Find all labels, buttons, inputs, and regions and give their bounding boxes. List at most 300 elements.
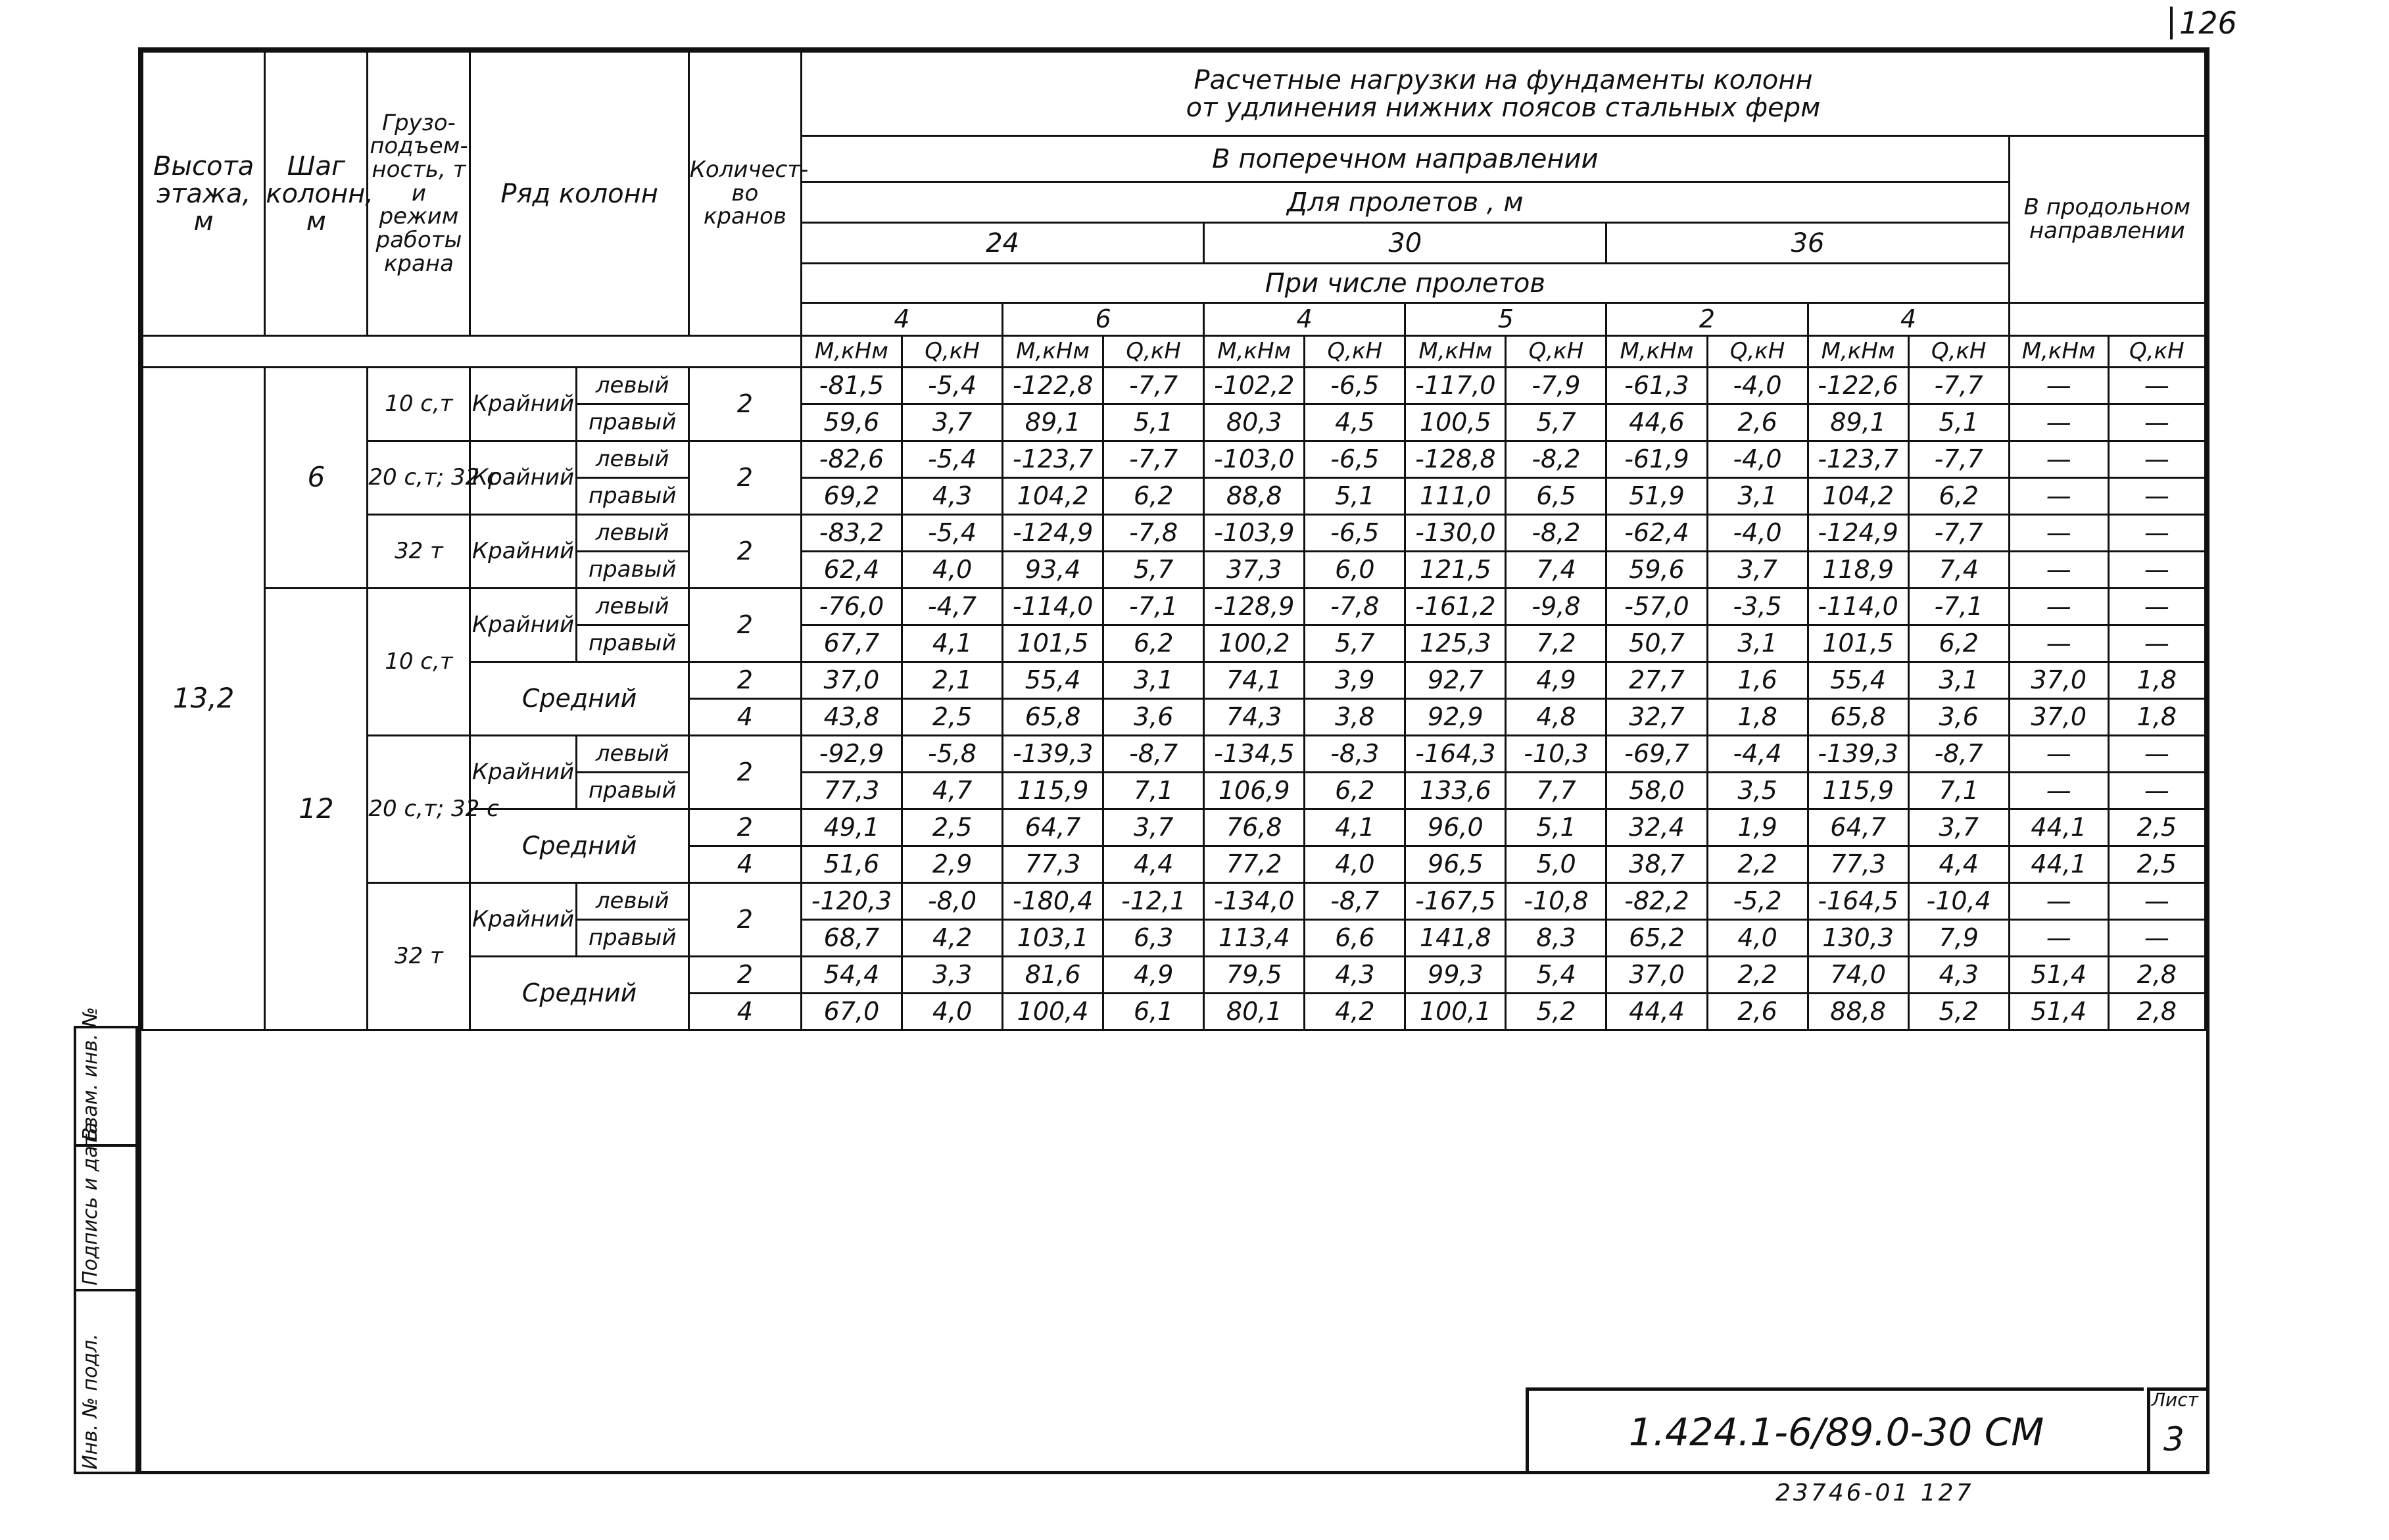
value-cell: 4,0 (1305, 846, 1405, 883)
row-edge: Крайний (470, 736, 576, 809)
value-cell: -134,0 (1204, 883, 1305, 920)
unit-q: Q,кН (2108, 336, 2205, 368)
value-cell: 65,2 (1606, 920, 1707, 957)
n-spans-d: 5 (1405, 303, 1606, 336)
row-edge: Крайний (470, 441, 576, 515)
value-cell: — (2108, 625, 2205, 662)
value-cell: 99,3 (1405, 957, 1506, 994)
side-divider (74, 1289, 138, 1291)
value-cell: 2,5 (902, 809, 1003, 846)
value-cell: 67,7 (801, 625, 902, 662)
value-cell: 2,1 (902, 662, 1003, 699)
row-middle: Средний (470, 662, 688, 736)
n-spans-e: 2 (1606, 303, 1808, 336)
value-cell: 2,2 (1707, 957, 1808, 994)
value-cell: 89,1 (1808, 404, 1908, 441)
unit-m: М,кНм (2009, 336, 2108, 368)
value-cell: -122,8 (1003, 368, 1103, 404)
value-cell: 7,4 (1506, 552, 1606, 589)
value-cell: 7,2 (1506, 625, 1606, 662)
value-cell: -5,4 (902, 515, 1003, 552)
crane-capacity: 32 т (368, 883, 470, 1030)
longitudinal-spacer (2009, 303, 2205, 336)
count-header: Количест-во кранов (688, 52, 801, 336)
value-cell: -4,4 (1707, 736, 1808, 773)
value-cell: 4,3 (1908, 957, 2009, 994)
value-cell: 77,3 (1003, 846, 1103, 883)
value-cell: 3,7 (1908, 809, 2009, 846)
value-cell: 7,9 (1908, 920, 2009, 957)
side-right: правый (576, 773, 688, 809)
value-cell: 6,2 (1103, 478, 1204, 515)
value-cell: -6,5 (1305, 515, 1405, 552)
value-cell: 51,4 (2009, 957, 2108, 994)
value-cell: 5,1 (1908, 404, 2009, 441)
value-cell: -7,7 (1908, 515, 2009, 552)
value-cell: 67,0 (801, 994, 902, 1030)
capacity-header: Грузо-подъем-ность, т и режим работы крана (368, 52, 470, 336)
value-cell: 77,3 (801, 773, 902, 809)
crane-count: 2 (688, 957, 801, 994)
transverse-header: В поперечном направлении (801, 136, 2009, 182)
value-cell: 4,4 (1908, 846, 2009, 883)
unit-m: М,кНм (1405, 336, 1506, 368)
title-line-1: Расчетные нагрузки на фундаменты колонн (1194, 64, 1813, 95)
value-cell: — (2009, 883, 2108, 920)
value-cell: 4,9 (1506, 662, 1606, 699)
value-cell: 6,2 (1908, 478, 2009, 515)
value-cell: -7,1 (1908, 589, 2009, 625)
value-cell: 80,1 (1204, 994, 1305, 1030)
table-row (143, 589, 2206, 625)
value-cell: 4,0 (1707, 920, 1808, 957)
value-cell: -7,8 (1103, 515, 1204, 552)
value-cell: — (2108, 441, 2205, 478)
value-cell: -167,5 (1405, 883, 1506, 920)
value-cell: -8,0 (902, 883, 1003, 920)
value-cell: 115,9 (1003, 773, 1103, 809)
value-cell: — (2108, 478, 2205, 515)
value-cell: -81,5 (801, 368, 902, 404)
value-cell: 3,7 (902, 404, 1003, 441)
value-cell: 5,7 (1305, 625, 1405, 662)
value-cell: -62,4 (1606, 515, 1707, 552)
value-cell: 96,5 (1405, 846, 1506, 883)
value-cell: 4,1 (1305, 809, 1405, 846)
table-body (143, 368, 2206, 1030)
value-cell: 88,8 (1808, 994, 1908, 1030)
value-cell: -130,0 (1405, 515, 1506, 552)
value-cell: 5,7 (1103, 552, 1204, 589)
value-cell: — (2009, 773, 2108, 809)
value-cell: 100,2 (1204, 625, 1305, 662)
side-right: правый (576, 625, 688, 662)
value-cell: 38,7 (1606, 846, 1707, 883)
value-cell: — (2108, 404, 2205, 441)
value-cell: 1,8 (2108, 662, 2205, 699)
value-cell: 104,2 (1003, 478, 1103, 515)
value-cell: 6,1 (1103, 994, 1204, 1030)
value-cell: 76,8 (1204, 809, 1305, 846)
loads-table (141, 51, 2206, 1031)
span-36: 36 (1606, 223, 2009, 264)
value-cell: -6,5 (1305, 441, 1405, 478)
value-cell: — (2108, 736, 2205, 773)
value-cell: 4,0 (902, 994, 1003, 1030)
crane-count: 2 (688, 515, 801, 589)
value-cell: 27,7 (1606, 662, 1707, 699)
value-cell: — (2009, 736, 2108, 773)
value-cell: 4,3 (1305, 957, 1405, 994)
value-cell: 77,3 (1808, 846, 1908, 883)
unit-q: Q,кН (1305, 336, 1405, 368)
side-left: левый (576, 368, 688, 404)
side-right: правый (576, 920, 688, 957)
value-cell: 54,4 (801, 957, 902, 994)
value-cell: — (2108, 773, 2205, 809)
row-edge: Крайний (470, 883, 576, 957)
value-cell: 100,1 (1405, 994, 1506, 1030)
crane-capacity: 10 с,т (368, 368, 470, 441)
value-cell: 74,3 (1204, 699, 1305, 736)
value-cell: 115,9 (1808, 773, 1908, 809)
value-cell: 50,7 (1606, 625, 1707, 662)
value-cell: 3,8 (1305, 699, 1405, 736)
value-cell: 3,1 (1908, 662, 2009, 699)
value-cell: — (2009, 625, 2108, 662)
value-cell: 2,6 (1707, 404, 1808, 441)
value-cell: 51,9 (1606, 478, 1707, 515)
value-cell: -5,4 (902, 441, 1003, 478)
value-cell: -122,6 (1808, 368, 1908, 404)
side-inv-orig: Инв. № подл. (79, 1334, 102, 1470)
column-step: 6 (265, 368, 368, 589)
value-cell: 3,1 (1707, 478, 1808, 515)
value-cell: -134,5 (1204, 736, 1305, 773)
value-cell: 4,4 (1103, 846, 1204, 883)
n-spans-b: 6 (1003, 303, 1204, 336)
side-left: левый (576, 736, 688, 773)
value-cell: 7,1 (1908, 773, 2009, 809)
value-cell: -83,2 (801, 515, 902, 552)
row-middle: Средний (470, 809, 688, 883)
value-cell: 3,3 (902, 957, 1003, 994)
unit-row (143, 336, 2206, 368)
value-cell: 2,8 (2108, 994, 2205, 1030)
value-cell: -139,3 (1808, 736, 1908, 773)
value-cell: 74,0 (1808, 957, 1908, 994)
crane-count: 2 (688, 441, 801, 515)
row-edge: Крайний (470, 589, 576, 662)
value-cell: 59,6 (1606, 552, 1707, 589)
value-cell: 62,4 (801, 552, 902, 589)
value-cell: 1,9 (1707, 809, 1808, 846)
n-spans-a: 4 (801, 303, 1002, 336)
value-cell: 65,8 (1003, 699, 1103, 736)
value-cell: 64,7 (1808, 809, 1908, 846)
value-cell: 51,6 (801, 846, 902, 883)
value-cell: 32,7 (1606, 699, 1707, 736)
value-cell: -3,5 (1707, 589, 1808, 625)
value-cell: -103,9 (1204, 515, 1305, 552)
row-header: Ряд колонн (470, 52, 688, 336)
unit-m: М,кНм (1003, 336, 1103, 368)
table-row (143, 515, 2206, 552)
side-right: правый (576, 404, 688, 441)
crane-count: 2 (688, 368, 801, 441)
crane-count: 2 (688, 662, 801, 699)
value-cell: -123,7 (1808, 441, 1908, 478)
value-cell: -5,2 (1707, 883, 1808, 920)
value-cell: 44,1 (2009, 846, 2108, 883)
span-24: 24 (801, 223, 1203, 264)
value-cell: -6,5 (1305, 368, 1405, 404)
height-header: Высота этажа, м (143, 52, 265, 336)
value-cell: 44,1 (2009, 809, 2108, 846)
value-cell: 4,2 (1305, 994, 1405, 1030)
value-cell: 133,6 (1405, 773, 1506, 809)
value-cell: 3,1 (1707, 625, 1808, 662)
value-cell: -76,0 (801, 589, 902, 625)
value-cell: 55,4 (1808, 662, 1908, 699)
value-cell: 4,2 (902, 920, 1003, 957)
value-cell: -8,7 (1305, 883, 1405, 920)
value-cell: 6,3 (1103, 920, 1204, 957)
drawing-sheet (138, 47, 2209, 1474)
value-cell: -7,7 (1103, 368, 1204, 404)
crane-count: 2 (688, 809, 801, 846)
value-cell: 4,8 (1506, 699, 1606, 736)
value-cell: 55,4 (1003, 662, 1103, 699)
value-cell: 5,2 (1908, 994, 2009, 1030)
value-cell: 101,5 (1003, 625, 1103, 662)
value-cell: 65,8 (1808, 699, 1908, 736)
value-cell: 89,1 (1003, 404, 1103, 441)
value-cell: 1,8 (1707, 699, 1808, 736)
value-cell: 111,0 (1405, 478, 1506, 515)
value-cell: 103,1 (1003, 920, 1103, 957)
value-cell: 5,2 (1506, 994, 1606, 1030)
value-cell: -102,2 (1204, 368, 1305, 404)
value-cell: -7,8 (1305, 589, 1405, 625)
value-cell: 93,4 (1003, 552, 1103, 589)
value-cell: 2,9 (902, 846, 1003, 883)
longitudinal-header: В продольном направлении (2009, 136, 2205, 303)
value-cell: -57,0 (1606, 589, 1707, 625)
value-cell: 64,7 (1003, 809, 1103, 846)
unit-q: Q,кН (1103, 336, 1204, 368)
unit-q: Q,кН (1908, 336, 2009, 368)
value-cell: 59,6 (801, 404, 902, 441)
value-cell: 125,3 (1405, 625, 1506, 662)
side-left: левый (576, 883, 688, 920)
value-cell: -5,4 (902, 368, 1003, 404)
value-cell: -124,9 (1003, 515, 1103, 552)
value-cell: 49,1 (801, 809, 902, 846)
value-cell: 68,7 (801, 920, 902, 957)
value-cell: — (2009, 920, 2108, 957)
value-cell: -103,0 (1204, 441, 1305, 478)
value-cell: 130,3 (1808, 920, 1908, 957)
value-cell: 2,5 (2108, 809, 2205, 846)
value-cell: — (2009, 478, 2108, 515)
table-title (801, 52, 2205, 136)
row-middle: Средний (470, 957, 688, 1030)
value-cell: 4,5 (1305, 404, 1405, 441)
value-cell: -124,9 (1808, 515, 1908, 552)
value-cell: — (2108, 589, 2205, 625)
value-cell: 88,8 (1204, 478, 1305, 515)
value-cell: -10,4 (1908, 883, 2009, 920)
value-cell: 6,2 (1305, 773, 1405, 809)
value-cell: 37,3 (1204, 552, 1305, 589)
value-cell: 1,6 (1707, 662, 1808, 699)
value-cell: 77,2 (1204, 846, 1305, 883)
crane-capacity: 10 с,т (368, 589, 470, 736)
value-cell: — (2009, 441, 2108, 478)
value-cell: -8,2 (1506, 441, 1606, 478)
value-cell: 37,0 (1606, 957, 1707, 994)
value-cell: 6,0 (1305, 552, 1405, 589)
value-cell: 8,3 (1506, 920, 1606, 957)
value-cell: 2,2 (1707, 846, 1808, 883)
value-cell: 141,8 (1405, 920, 1506, 957)
value-cell: 5,1 (1103, 404, 1204, 441)
value-cell: — (2108, 368, 2205, 404)
value-cell: 3,5 (1707, 773, 1808, 809)
unit-q: Q,кН (1707, 336, 1808, 368)
title-line-2: от удлинения нижних поясов стальных ферм (1186, 92, 1821, 123)
value-cell: -164,5 (1808, 883, 1908, 920)
table-row (143, 368, 2206, 404)
value-cell: 6,6 (1305, 920, 1405, 957)
value-cell: -9,8 (1506, 589, 1606, 625)
value-cell: -5,8 (902, 736, 1003, 773)
value-cell: -12,1 (1103, 883, 1204, 920)
table-row (143, 883, 2206, 920)
value-cell: 6,5 (1506, 478, 1606, 515)
value-cell: — (2009, 552, 2108, 589)
value-cell: 4,1 (902, 625, 1003, 662)
value-cell: 118,9 (1808, 552, 1908, 589)
row-edge: Крайний (470, 368, 576, 441)
value-cell: 104,2 (1808, 478, 1908, 515)
value-cell: -4,0 (1707, 441, 1808, 478)
value-cell: -61,9 (1606, 441, 1707, 478)
value-cell: 4,0 (902, 552, 1003, 589)
value-cell: 2,5 (902, 699, 1003, 736)
value-cell: — (2108, 552, 2205, 589)
unit-row-spacer (143, 336, 802, 368)
value-cell: 1,8 (2108, 699, 2205, 736)
value-cell: 74,1 (1204, 662, 1305, 699)
value-cell: 92,7 (1405, 662, 1506, 699)
side-right: правый (576, 478, 688, 515)
value-cell: 79,5 (1204, 957, 1305, 994)
sheet-number: 3 (2163, 1420, 2184, 1458)
value-cell: 44,4 (1606, 994, 1707, 1030)
value-cell: — (2108, 883, 2205, 920)
unit-m: М,кНм (1808, 336, 1908, 368)
crane-count: 4 (688, 994, 801, 1030)
value-cell: -161,2 (1405, 589, 1506, 625)
value-cell: 37,0 (2009, 699, 2108, 736)
unit-q: Q,кН (1506, 336, 1606, 368)
unit-m: М,кНм (1606, 336, 1707, 368)
value-cell: 6,2 (1908, 625, 2009, 662)
value-cell: — (2009, 404, 2108, 441)
value-cell: — (2009, 515, 2108, 552)
value-cell: 58,0 (1606, 773, 1707, 809)
value-cell: -120,3 (801, 883, 902, 920)
unit-q: Q,кН (902, 336, 1003, 368)
value-cell: 5,7 (1506, 404, 1606, 441)
value-cell: -114,0 (1003, 589, 1103, 625)
side-left: левый (576, 441, 688, 478)
side-left: левый (576, 515, 688, 552)
value-cell: -7,9 (1506, 368, 1606, 404)
value-cell: -8,7 (1103, 736, 1204, 773)
value-cell: 3,9 (1305, 662, 1405, 699)
value-cell: -7,1 (1103, 589, 1204, 625)
value-cell: 7,7 (1506, 773, 1606, 809)
row-edge: Крайний (470, 515, 576, 589)
value-cell: -139,3 (1003, 736, 1103, 773)
value-cell: -61,3 (1606, 368, 1707, 404)
value-cell: -4,0 (1707, 515, 1808, 552)
value-cell: 5,1 (1305, 478, 1405, 515)
value-cell: — (2108, 515, 2205, 552)
archive-number: 23746-01 127 (1775, 1480, 1974, 1506)
value-cell: 51,4 (2009, 994, 2108, 1030)
value-cell: -8,3 (1305, 736, 1405, 773)
value-cell: 106,9 (1204, 773, 1305, 809)
crane-count: 2 (688, 589, 801, 662)
side-inv-replace: Взам. инв. № (79, 1007, 102, 1141)
value-cell: 5,4 (1506, 957, 1606, 994)
value-cell: 92,9 (1405, 699, 1506, 736)
value-cell: — (2009, 368, 2108, 404)
crane-count: 4 (688, 699, 801, 736)
value-cell: -4,0 (1707, 368, 1808, 404)
side-sign-date: Подпись и дата (79, 1122, 102, 1286)
value-cell: -69,7 (1606, 736, 1707, 773)
value-cell: -10,3 (1506, 736, 1606, 773)
unit-m: М,кНм (801, 336, 902, 368)
crane-count: 4 (688, 846, 801, 883)
value-cell: -10,8 (1506, 883, 1606, 920)
sheet-label: Лист (2152, 1389, 2198, 1410)
value-cell: 3,1 (1103, 662, 1204, 699)
crane-count: 2 (688, 736, 801, 809)
value-cell: — (2108, 920, 2205, 957)
value-cell: -123,7 (1003, 441, 1103, 478)
value-cell: -7,7 (1908, 368, 2009, 404)
value-cell: 100,4 (1003, 994, 1103, 1030)
value-cell: -8,7 (1908, 736, 2009, 773)
value-cell: 80,3 (1204, 404, 1305, 441)
value-cell: 3,7 (1707, 552, 1808, 589)
value-cell: -128,9 (1204, 589, 1305, 625)
crane-capacity: 32 т (368, 515, 470, 589)
count-spans-header: При числе пролетов (801, 264, 2009, 303)
side-left: левый (576, 589, 688, 625)
value-cell: 2,5 (2108, 846, 2205, 883)
value-cell: -92,9 (801, 736, 902, 773)
value-cell: -128,8 (1405, 441, 1506, 478)
value-cell: 3,7 (1103, 809, 1204, 846)
value-cell: -117,0 (1405, 368, 1506, 404)
